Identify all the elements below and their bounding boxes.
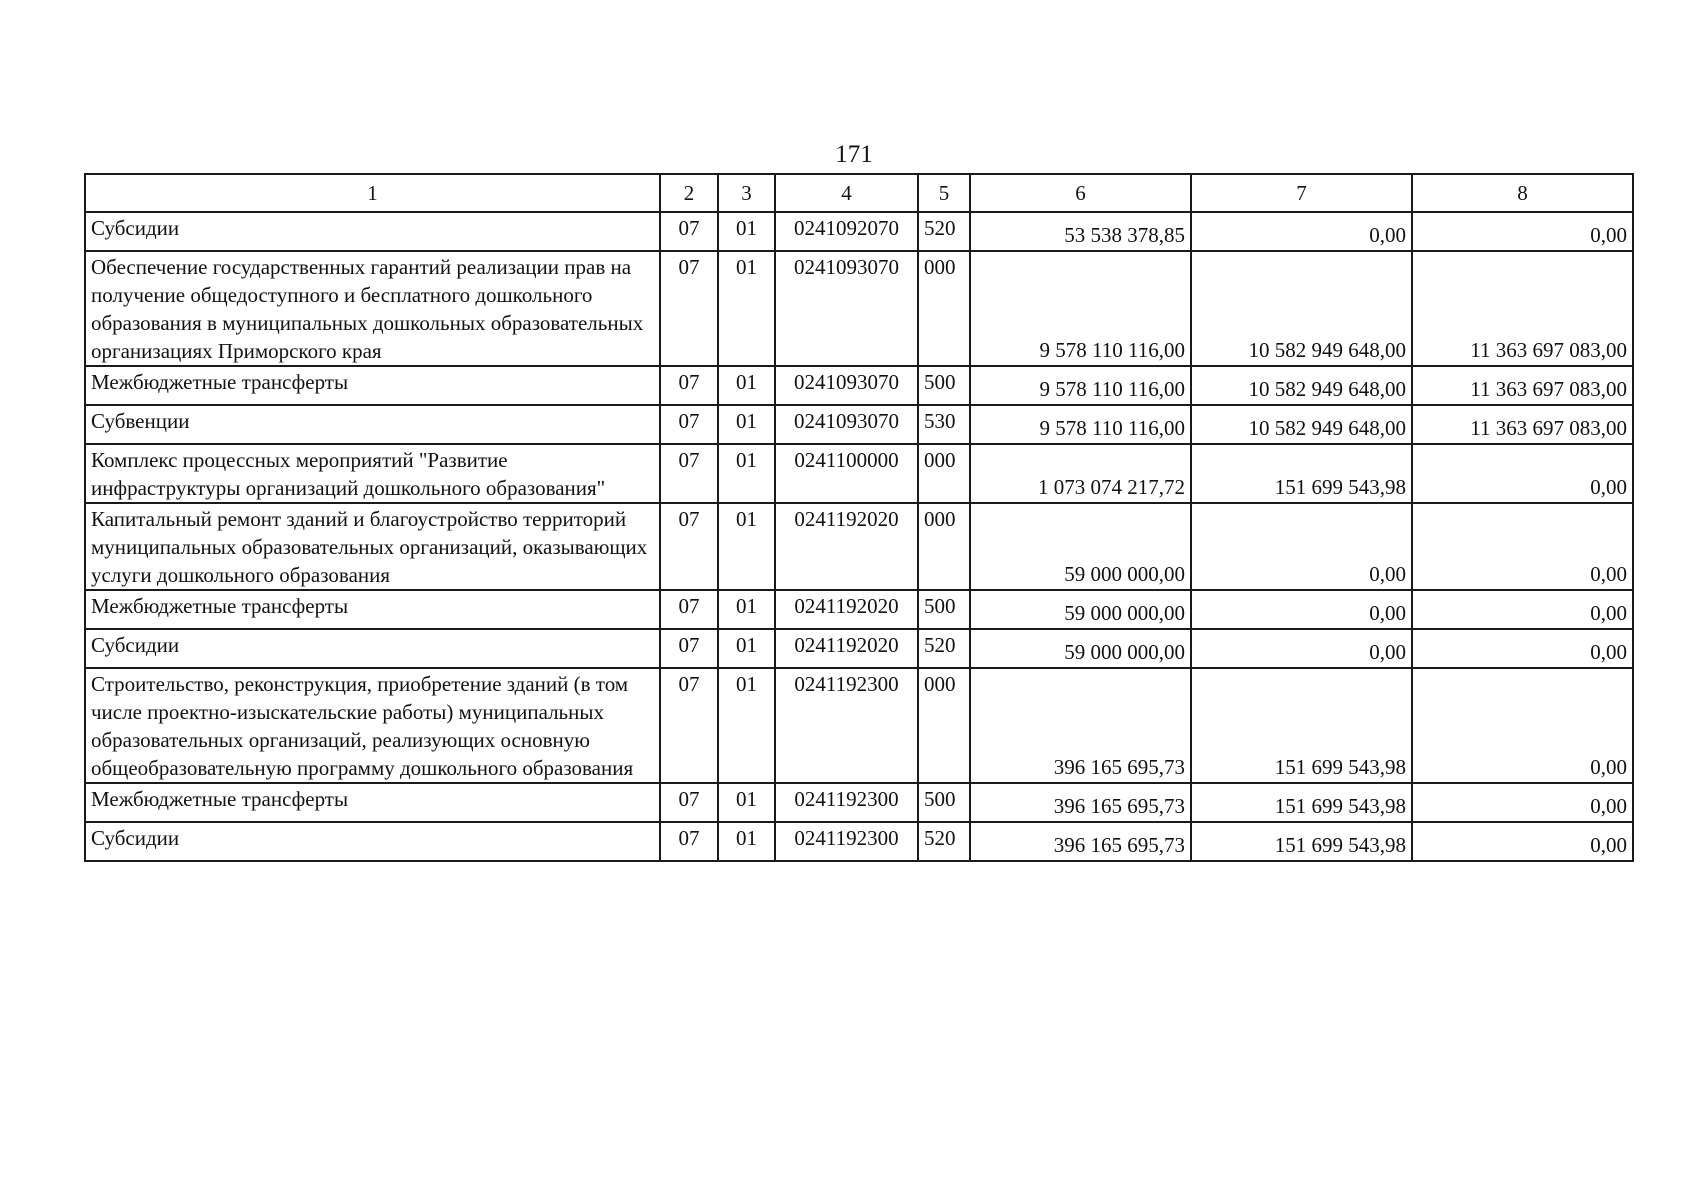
section-code: 07 — [660, 668, 718, 783]
table-row — [85, 590, 1633, 629]
section-code: 07 — [660, 212, 718, 251]
section-code: 07 — [660, 783, 718, 822]
row-name: Субсидии — [85, 212, 660, 251]
column-header: 7 — [1191, 174, 1412, 212]
amount-col-7: 151 699 543,98 — [1191, 822, 1412, 861]
row-name: Межбюджетные трансферты — [85, 366, 660, 405]
row-name: Субсидии — [85, 629, 660, 668]
amount-col-7: 10 582 949 648,00 — [1191, 405, 1412, 444]
expense-type-code: 000 — [918, 444, 970, 503]
subsection-code: 01 — [718, 251, 775, 366]
section-code: 07 — [660, 405, 718, 444]
target-article-code: 0241192300 — [775, 783, 918, 822]
amount-col-8: 0,00 — [1412, 444, 1633, 503]
amount-col-8: 0,00 — [1412, 668, 1633, 783]
table-row — [85, 212, 1633, 251]
row-name: Межбюджетные трансферты — [85, 783, 660, 822]
target-article-code: 0241192300 — [775, 822, 918, 861]
subsection-code: 01 — [718, 590, 775, 629]
row-name: Межбюджетные трансферты — [85, 590, 660, 629]
amount-col-6: 9 578 110 116,00 — [970, 405, 1191, 444]
page-number: 171 — [835, 141, 873, 168]
section-code: 07 — [660, 366, 718, 405]
amount-col-8: 0,00 — [1412, 783, 1633, 822]
target-article-code: 0241100000 — [775, 444, 918, 503]
header-row — [85, 174, 1633, 212]
amount-col-7: 151 699 543,98 — [1191, 668, 1412, 783]
section-code: 07 — [660, 629, 718, 668]
subsection-code: 01 — [718, 629, 775, 668]
column-header: 8 — [1412, 174, 1633, 212]
amount-col-8: 0,00 — [1412, 212, 1633, 251]
table-row — [85, 444, 1633, 503]
amount-col-6: 59 000 000,00 — [970, 629, 1191, 668]
amount-col-7: 151 699 543,98 — [1191, 783, 1412, 822]
target-article-code: 0241092070 — [775, 212, 918, 251]
target-article-code: 0241093070 — [775, 251, 918, 366]
subsection-code: 01 — [718, 366, 775, 405]
table-row — [85, 405, 1633, 444]
subsection-code: 01 — [718, 444, 775, 503]
amount-col-6: 9 578 110 116,00 — [970, 251, 1191, 366]
expense-type-code: 530 — [918, 405, 970, 444]
column-header: 1 — [85, 174, 660, 212]
column-header: 5 — [918, 174, 970, 212]
section-code: 07 — [660, 444, 718, 503]
expense-type-code: 000 — [918, 668, 970, 783]
section-code: 07 — [660, 251, 718, 366]
subsection-code: 01 — [718, 783, 775, 822]
expense-type-code: 520 — [918, 629, 970, 668]
subsection-code: 01 — [718, 822, 775, 861]
budget-table — [84, 173, 1634, 862]
expense-type-code: 000 — [918, 503, 970, 590]
amount-col-6: 1 073 074 217,72 — [970, 444, 1191, 503]
table-row — [85, 668, 1633, 783]
row-name: Строительство, реконструкция, приобретение зданий (в том числе проектно-изыскательские работы) муниципальных образовательных организаций, реализующих основную общеобразовательную программу дошкольного образования — [85, 668, 660, 783]
row-name: Капитальный ремонт зданий и благоустройство территорий муниципальных образовательных организаций, оказывающих услуги дошкольного образования — [85, 503, 660, 590]
subsection-code: 01 — [718, 668, 775, 783]
amount-col-6: 59 000 000,00 — [970, 590, 1191, 629]
section-code: 07 — [660, 822, 718, 861]
amount-col-6: 396 165 695,73 — [970, 668, 1191, 783]
target-article-code: 0241192300 — [775, 668, 918, 783]
expense-type-code: 000 — [918, 251, 970, 366]
subsection-code: 01 — [718, 503, 775, 590]
expense-type-code: 500 — [918, 366, 970, 405]
column-header: 2 — [660, 174, 718, 212]
amount-col-7: 0,00 — [1191, 590, 1412, 629]
amount-col-8: 0,00 — [1412, 822, 1633, 861]
table-row — [85, 629, 1633, 668]
section-code: 07 — [660, 503, 718, 590]
amount-col-7: 0,00 — [1191, 503, 1412, 590]
amount-col-6: 53 538 378,85 — [970, 212, 1191, 251]
amount-col-7: 151 699 543,98 — [1191, 444, 1412, 503]
row-name: Субсидии — [85, 822, 660, 861]
amount-col-8: 11 363 697 083,00 — [1412, 366, 1633, 405]
amount-col-8: 0,00 — [1412, 590, 1633, 629]
expense-type-code: 500 — [918, 783, 970, 822]
table-row — [85, 822, 1633, 861]
amount-col-8: 11 363 697 083,00 — [1412, 405, 1633, 444]
subsection-code: 01 — [718, 212, 775, 251]
expense-type-code: 500 — [918, 590, 970, 629]
amount-col-8: 0,00 — [1412, 503, 1633, 590]
amount-col-6: 396 165 695,73 — [970, 822, 1191, 861]
amount-col-6: 396 165 695,73 — [970, 783, 1191, 822]
table-row — [85, 783, 1633, 822]
amount-col-6: 59 000 000,00 — [970, 503, 1191, 590]
table-row — [85, 503, 1633, 590]
amount-col-8: 11 363 697 083,00 — [1412, 251, 1633, 366]
column-header: 6 — [970, 174, 1191, 212]
subsection-code: 01 — [718, 405, 775, 444]
row-name: Субвенции — [85, 405, 660, 444]
row-name: Обеспечение государственных гарантий реализации прав на получение общедоступного и бесплатного дошкольного образования в муниципальных дошкольных образовательных организациях Приморского края — [85, 251, 660, 366]
table-row — [85, 366, 1633, 405]
column-header: 4 — [775, 174, 918, 212]
target-article-code: 0241192020 — [775, 590, 918, 629]
amount-col-7: 0,00 — [1191, 629, 1412, 668]
target-article-code: 0241192020 — [775, 503, 918, 590]
table-row — [85, 251, 1633, 366]
target-article-code: 0241192020 — [775, 629, 918, 668]
target-article-code: 0241093070 — [775, 366, 918, 405]
column-header: 3 — [718, 174, 775, 212]
amount-col-7: 0,00 — [1191, 212, 1412, 251]
target-article-code: 0241093070 — [775, 405, 918, 444]
amount-col-6: 9 578 110 116,00 — [970, 366, 1191, 405]
row-name: Комплекс процессных мероприятий "Развитие инфраструктуры организаций дошкольного образования" — [85, 444, 660, 503]
amount-col-7: 10 582 949 648,00 — [1191, 251, 1412, 366]
section-code: 07 — [660, 590, 718, 629]
amount-col-7: 10 582 949 648,00 — [1191, 366, 1412, 405]
amount-col-8: 0,00 — [1412, 629, 1633, 668]
expense-type-code: 520 — [918, 822, 970, 861]
expense-type-code: 520 — [918, 212, 970, 251]
